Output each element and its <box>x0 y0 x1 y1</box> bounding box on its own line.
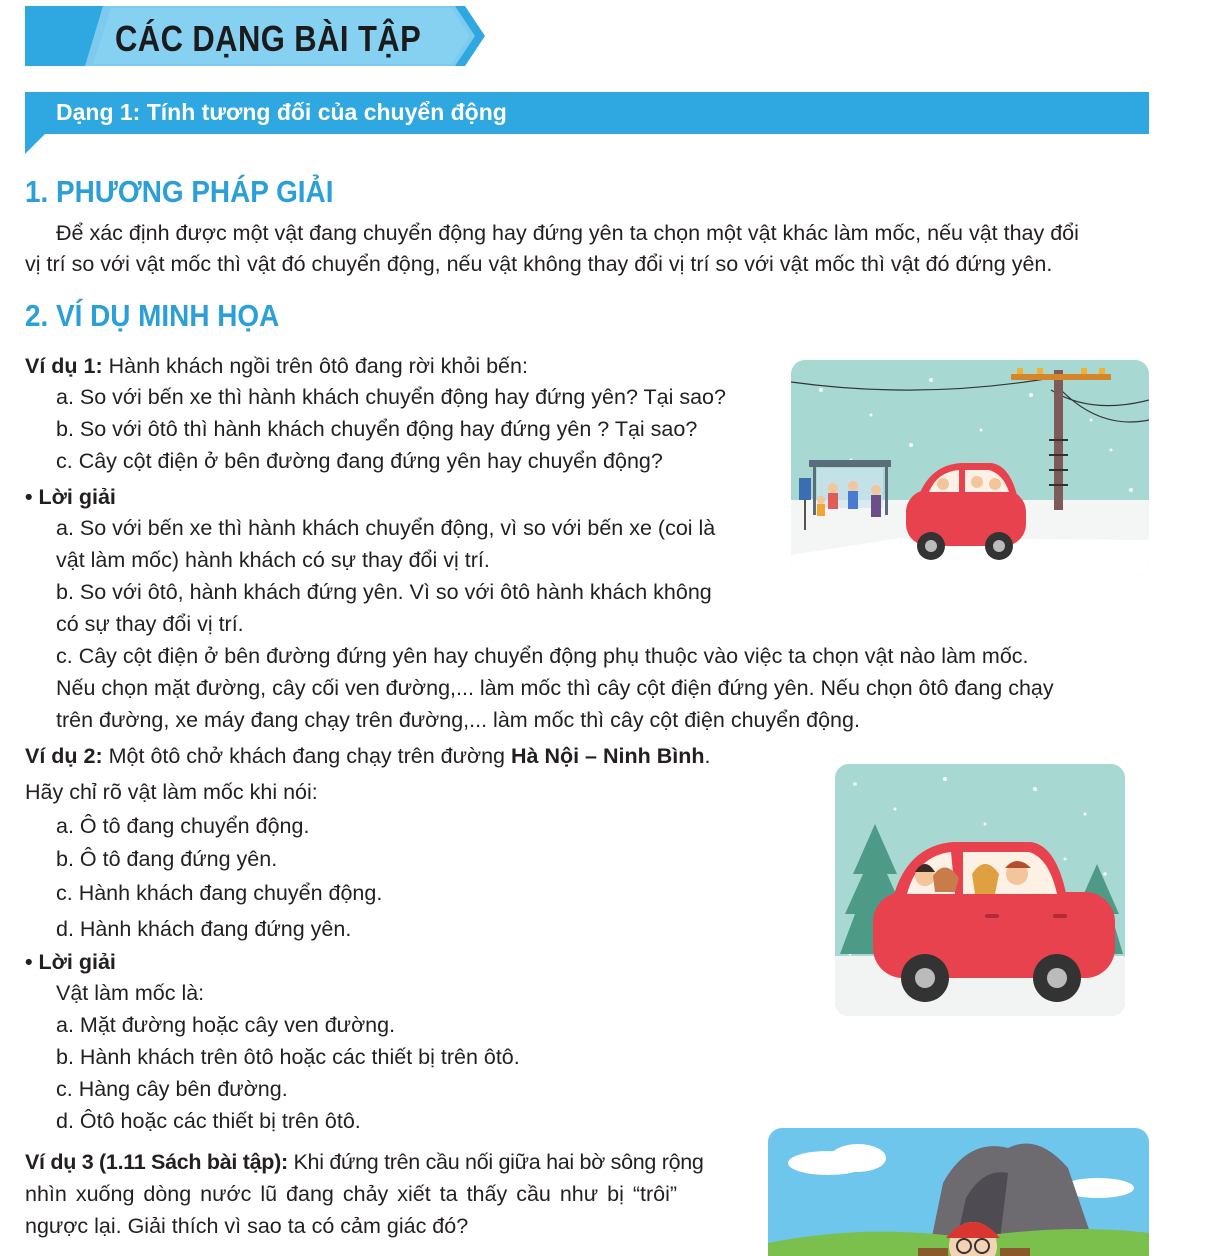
section-heading-examples: 2. VÍ DỤ MINH HỌA <box>25 298 280 333</box>
example-1-label: Ví dụ 1: <box>25 354 103 378</box>
example-1-solution-a-1: a. So với bến xe thì hành khách chuyển động, vì so với bến xe (coi là <box>56 516 716 540</box>
example-3-line-1 <box>25 1146 739 1178</box>
example-2-solution-c: c. Hàng cây bên đường. <box>56 1077 288 1101</box>
example-3-text-1: Khi đứng trên cầu nối giữa hai bờ sông rộng <box>287 1150 704 1174</box>
example-1-question <box>25 350 528 382</box>
topic-bar-tail <box>25 134 45 154</box>
bus-stop-car-illustration <box>791 360 1149 576</box>
example-1-solution-a-2: vật làm mốc) hành khách có sự thay đổi vị trí. <box>56 548 490 572</box>
example-2-solution-intro: Vật làm mốc là: <box>56 981 205 1005</box>
example-2-item-c: c. Hành khách đang chuyển động. <box>56 881 383 905</box>
example-2-route: Hà Nội – Ninh Bình <box>510 744 705 768</box>
banner-title: CÁC DẠNG BÀI TẬP <box>115 18 422 59</box>
example-2-solution-label: • Lời giải <box>25 950 116 974</box>
example-1-solution-c-3: trên đường, xe máy đang chạy trên đường,... làm mốc thì cây cột điện chuyển động. <box>56 708 860 732</box>
example-2-question <box>25 740 710 772</box>
method-line-2: vị trí so với vật mốc thì vật đó chuyển động, nếu vật không thay đổi vị trí so với vật mốc thì vật đó đứng yên. <box>25 252 1053 276</box>
example-2-item-a: a. Ô tô đang chuyển động. <box>56 814 310 838</box>
car-trees-scene-image <box>835 764 1125 1016</box>
example-2-solution-a: a. Mặt đường hoặc cây ven đường. <box>56 1013 396 1037</box>
example-1-item-b: b. So với ôtô thì hành khách chuyển động hay đứng yên ? Tại sao? <box>56 417 698 441</box>
example-1-solution-c-2: Nếu chọn mặt đường, cây cối ven đường,... làm mốc thì cây cột điện đứng yên. Nếu chọn ôtô đang chạy <box>56 676 1054 700</box>
topic-title: Dạng 1: Tính tương đối của chuyển động <box>56 99 507 125</box>
mountain-child-illustration <box>768 1128 1149 1256</box>
example-1-solution-b-1: b. So với ôtô, hành khách đứng yên. Vì so với ôtô hành khách không <box>56 580 712 604</box>
example-1-item-a: a. So với bến xe thì hành khách chuyển động hay đứng yên? Tại sao? <box>56 385 726 409</box>
example-1-solution-b-2: có sự thay đổi vị trí. <box>56 612 244 636</box>
example-1-solution-label: • Lời giải <box>25 485 116 509</box>
section-heading-method: 1. PHƯƠNG PHÁP GIẢI <box>25 174 334 209</box>
example-2-item-b: b. Ô tô đang đứng yên. <box>56 847 278 871</box>
example-1-question-text: Hành khách ngồi trên ôtô đang rời khỏi bến: <box>102 354 528 378</box>
example-3-line-2: nhìn xuống dòng nước lũ đang chảy xiết ta thấy cầu như bị “trôi” <box>25 1182 678 1206</box>
example-3-line-3: ngược lại. Giải thích vì sao ta có cảm giác đó? <box>25 1214 469 1238</box>
mountain-scene-image <box>768 1128 1149 1256</box>
chapter-banner <box>25 6 485 66</box>
method-line-1: Để xác định được một vật đang chuyển động hay đứng yên ta chọn một vật khác làm mốc, nếu vật thay đổi <box>56 221 1079 245</box>
example-2-solution-d: d. Ôtô hoặc các thiết bị trên ôtô. <box>56 1109 361 1133</box>
example-2-question-text: Một ôtô chở khách đang chạy trên đường <box>102 744 511 768</box>
car-trees-illustration <box>835 764 1125 1016</box>
example-2-question-end: . <box>704 744 711 768</box>
example-2-ask: Hãy chỉ rõ vật làm mốc khi nói: <box>25 780 318 804</box>
example-2-label: Ví dụ 2: <box>25 744 103 768</box>
bus-stop-scene-image <box>791 360 1149 576</box>
example-2-item-d: d. Hành khách đang đứng yên. <box>56 917 352 941</box>
example-1-item-c: c. Cây cột điện ở bên đường đang đứng yên hay chuyển động? <box>56 449 663 473</box>
example-2-solution-b: b. Hành khách trên ôtô hoặc các thiết bị trên ôtô. <box>56 1045 520 1069</box>
example-1-solution-c-1: c. Cây cột điện ở bên đường đứng yên hay chuyển động phụ thuộc vào việc ta chọn vật nào làm mốc. <box>56 644 1029 668</box>
example-3-label: Ví dụ 3 (1.11 Sách bài tập): <box>25 1150 288 1174</box>
